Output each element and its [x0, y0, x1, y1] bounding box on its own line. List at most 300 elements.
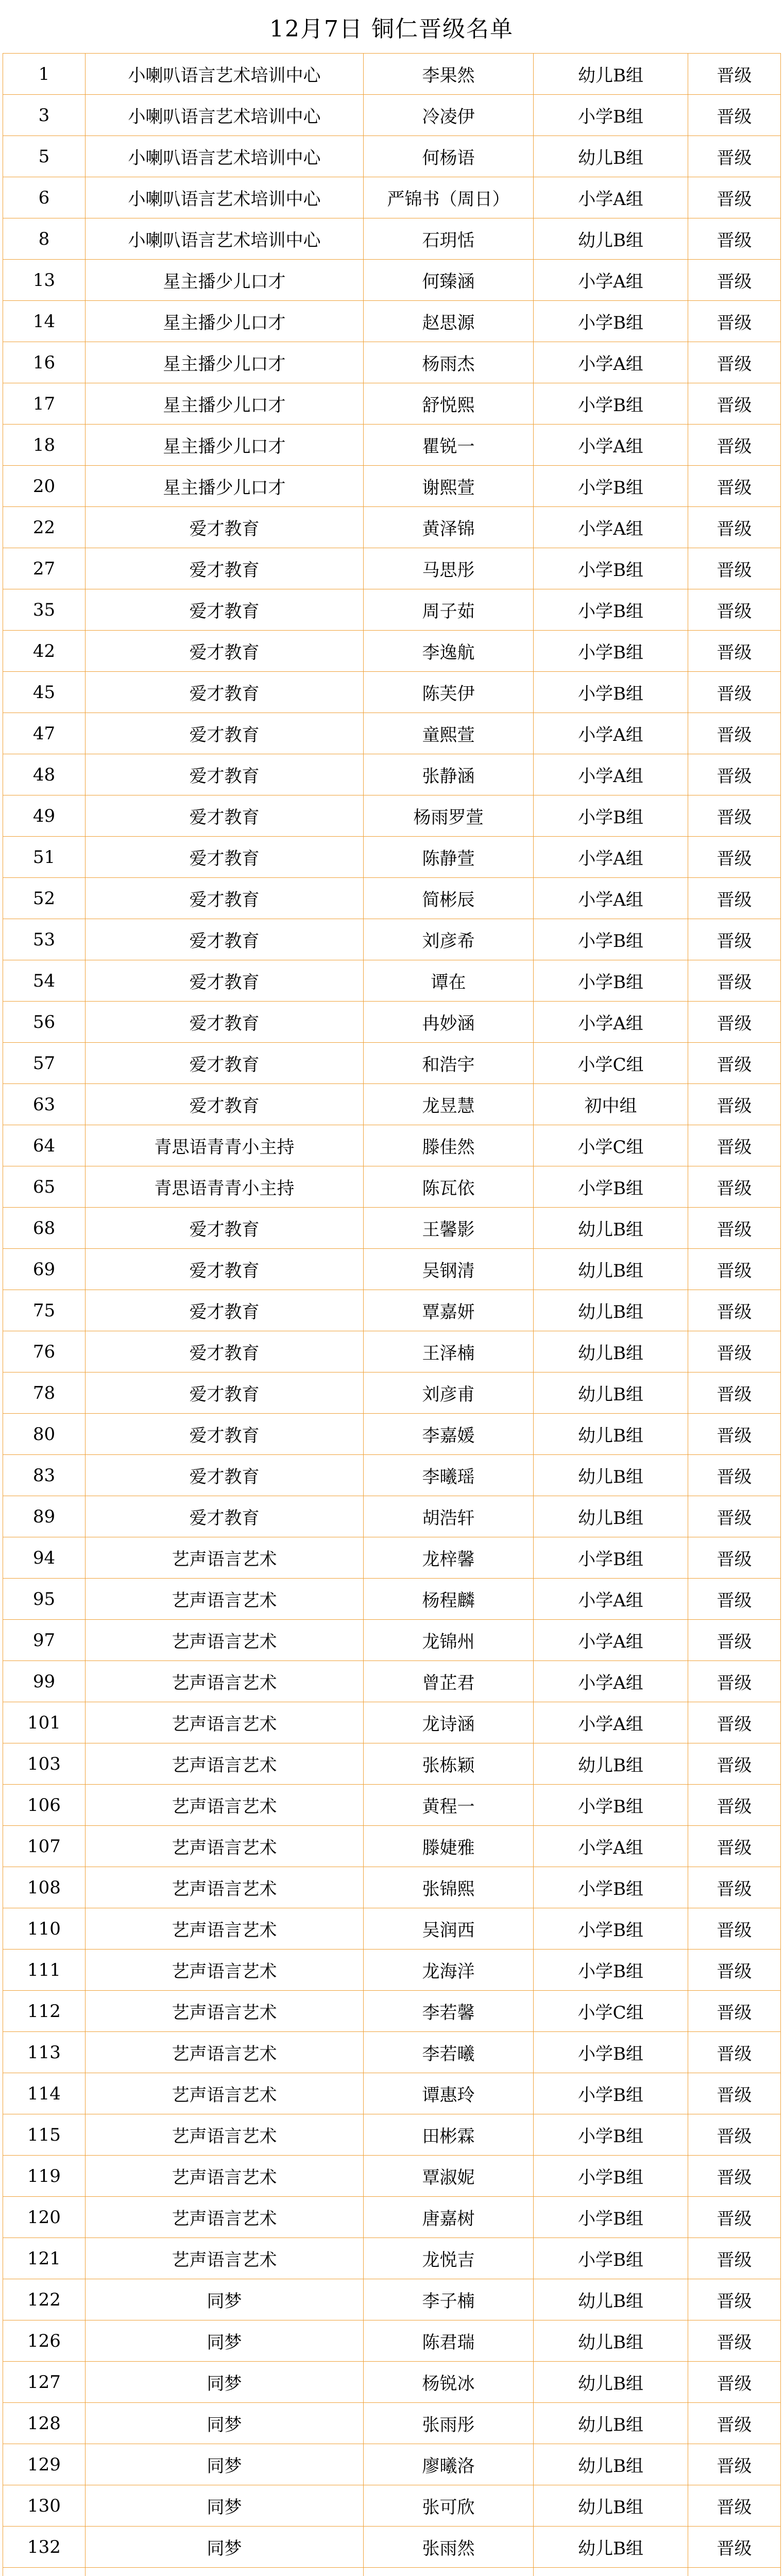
row-number-cell: 110	[3, 1908, 86, 1950]
contestant-name-cell: 覃淑妮	[364, 2156, 534, 2197]
organization-cell: 星主播少儿口才	[86, 342, 364, 383]
age-group-cell: 幼儿B组	[534, 1372, 688, 1414]
contestant-name-cell: 陈芙伊	[364, 672, 534, 713]
row-number-cell: 121	[3, 2238, 86, 2279]
table-row	[3, 2156, 781, 2197]
result-cell: 晋级	[688, 2279, 781, 2320]
row-number-cell: 130	[3, 2485, 86, 2527]
row-number-cell: 111	[3, 1950, 86, 1991]
table-row	[3, 342, 781, 383]
age-group-cell: 小学A组	[534, 837, 688, 878]
contestant-name-cell: 李果然	[364, 54, 534, 95]
contestant-name-cell: 李若曦	[364, 2032, 534, 2073]
result-cell: 晋级	[688, 1125, 781, 1166]
row-number-cell: 49	[3, 795, 86, 837]
organization-cell: 艺声语言艺术	[86, 2238, 364, 2279]
organization-cell: 爱才教育	[86, 960, 364, 1002]
contestant-name-cell: 胡浩轩	[364, 1496, 534, 1537]
row-number-cell: 47	[3, 713, 86, 754]
organization-cell: 爱才教育	[86, 1290, 364, 1331]
age-group-cell: 幼儿B组	[534, 2403, 688, 2444]
age-group-cell: 小学B组	[534, 589, 688, 631]
row-number-cell: 54	[3, 960, 86, 1002]
row-number-cell: 45	[3, 672, 86, 713]
contestant-name-cell: 石玥恬	[364, 218, 534, 260]
table-row	[3, 1908, 781, 1950]
contestant-name-cell: 王泽楠	[364, 1331, 534, 1372]
organization-cell: 爱才教育	[86, 919, 364, 960]
age-group-cell: 小学A组	[534, 177, 688, 218]
organization-cell: 爱才教育	[86, 672, 364, 713]
contestant-name-cell: 谭惠玲	[364, 2073, 534, 2114]
organization-cell: 爱才教育	[86, 631, 364, 672]
age-group-cell: 小学B组	[534, 2156, 688, 2197]
table-row	[3, 1002, 781, 1043]
table-row	[3, 218, 781, 260]
age-group-cell: 小学B组	[534, 1950, 688, 1991]
row-number-cell: 80	[3, 1414, 86, 1455]
row-number-cell: 56	[3, 1002, 86, 1043]
organization-cell: 同梦	[86, 2444, 364, 2485]
contestant-name-cell: 刘彦希	[364, 919, 534, 960]
table-row	[3, 260, 781, 301]
table-row	[3, 1743, 781, 1785]
row-number-cell: 78	[3, 1372, 86, 1414]
age-group-cell: 小学B组	[534, 2073, 688, 2114]
organization-cell: 爱才教育	[86, 713, 364, 754]
row-number-cell: 107	[3, 1826, 86, 1867]
result-cell: 晋级	[688, 466, 781, 507]
row-number-cell: 64	[3, 1125, 86, 1166]
table-row	[3, 1249, 781, 1290]
result-cell	[688, 2568, 781, 2576]
result-cell: 晋级	[688, 136, 781, 177]
row-number-cell: 6	[3, 177, 86, 218]
contestant-name-cell: 冉妙涵	[364, 1002, 534, 1043]
age-group-cell: 小学B组	[534, 1867, 688, 1908]
contestant-name-cell: 周子茹	[364, 589, 534, 631]
organization-cell: 艺声语言艺术	[86, 1537, 364, 1579]
age-group-cell: 小学A组	[534, 1826, 688, 1867]
table-row	[3, 2444, 781, 2485]
organization-cell: 爱才教育	[86, 1414, 364, 1455]
result-cell: 晋级	[688, 1208, 781, 1249]
age-group-cell: 小学A组	[534, 1620, 688, 1661]
organization-cell: 艺声语言艺术	[86, 1785, 364, 1826]
table-row	[3, 2320, 781, 2362]
organization-cell: 同梦	[86, 2403, 364, 2444]
table-row	[3, 1950, 781, 1991]
age-group-cell: 幼儿B组	[534, 2485, 688, 2527]
result-cell: 晋级	[688, 1496, 781, 1537]
result-cell: 晋级	[688, 1743, 781, 1785]
contestant-name-cell: 瞿锐一	[364, 425, 534, 466]
table-row	[3, 1043, 781, 1084]
age-group-cell: 幼儿B组	[534, 1208, 688, 1249]
contestant-name-cell: 龙悦吉	[364, 2238, 534, 2279]
age-group-cell: 小学A组	[534, 878, 688, 919]
result-cell: 晋级	[688, 878, 781, 919]
contestant-name-cell: 张可欣	[364, 2485, 534, 2527]
table-row	[3, 301, 781, 342]
contestant-name-cell: 覃嘉妍	[364, 1290, 534, 1331]
row-number-cell: 3	[3, 95, 86, 136]
contestant-name-cell: 童熙萱	[364, 713, 534, 754]
organization-cell: 爱才教育	[86, 1331, 364, 1372]
row-number-cell: 75	[3, 1290, 86, 1331]
result-cell: 晋级	[688, 754, 781, 795]
result-cell: 晋级	[688, 795, 781, 837]
result-cell: 晋级	[688, 2527, 781, 2568]
organization-cell: 同梦	[86, 2485, 364, 2527]
age-group-cell: 小学A组	[534, 713, 688, 754]
row-number-cell: 114	[3, 2073, 86, 2114]
row-number-cell: 115	[3, 2114, 86, 2156]
contestant-name-cell: 滕佳然	[364, 1125, 534, 1166]
age-group-cell	[534, 2568, 688, 2576]
contestant-name-cell: 吴钢清	[364, 1249, 534, 1290]
row-number-cell: 83	[3, 1455, 86, 1496]
organization-cell: 爱才教育	[86, 1002, 364, 1043]
result-cell: 晋级	[688, 1372, 781, 1414]
table-row	[3, 1331, 781, 1372]
age-group-cell: 幼儿B组	[534, 218, 688, 260]
contestant-name-cell: 张静涵	[364, 754, 534, 795]
organization-cell: 爱才教育	[86, 878, 364, 919]
age-group-cell: 小学B组	[534, 795, 688, 837]
organization-cell: 艺声语言艺术	[86, 1826, 364, 1867]
row-number-cell: 128	[3, 2403, 86, 2444]
table-row	[3, 631, 781, 672]
row-number-cell: 8	[3, 218, 86, 260]
row-number-cell: 13	[3, 260, 86, 301]
table-row	[3, 878, 781, 919]
contestant-name-cell: 马思彤	[364, 548, 534, 589]
age-group-cell: 幼儿B组	[534, 1249, 688, 1290]
organization-cell: 同梦	[86, 2527, 364, 2568]
result-cell: 晋级	[688, 425, 781, 466]
age-group-cell: 小学B组	[534, 919, 688, 960]
contestant-name-cell: 龙海洋	[364, 1950, 534, 1991]
table-row	[3, 2032, 781, 2073]
organization-cell: 爱才教育	[86, 1043, 364, 1084]
row-number-cell: 63	[3, 1084, 86, 1125]
age-group-cell: 小学B组	[534, 2114, 688, 2156]
table-row	[3, 383, 781, 425]
age-group-cell: 小学A组	[534, 1579, 688, 1620]
contestant-name-cell: 李若馨	[364, 1991, 534, 2032]
age-group-cell: 小学A组	[534, 1002, 688, 1043]
row-number-cell: 94	[3, 1537, 86, 1579]
organization-cell: 艺声语言艺术	[86, 1702, 364, 1743]
result-cell: 晋级	[688, 2156, 781, 2197]
row-number-cell: 76	[3, 1331, 86, 1372]
organization-cell: 艺声语言艺术	[86, 2073, 364, 2114]
contestant-name-cell: 简彬辰	[364, 878, 534, 919]
age-group-cell: 小学A组	[534, 260, 688, 301]
contestant-name-cell: 严锦书（周日）	[364, 177, 534, 218]
contestant-name-cell: 唐嘉树	[364, 2197, 534, 2238]
table-row	[3, 2527, 781, 2568]
row-number-cell: 16	[3, 342, 86, 383]
age-group-cell: 小学B组	[534, 1166, 688, 1208]
row-number-cell: 126	[3, 2320, 86, 2362]
age-group-cell: 幼儿B组	[534, 2320, 688, 2362]
row-number-cell: 42	[3, 631, 86, 672]
contestant-name-cell: 张雨然	[364, 2527, 534, 2568]
contestant-name-cell: 曾芷君	[364, 1661, 534, 1702]
row-number-cell: 17	[3, 383, 86, 425]
result-cell: 晋级	[688, 2403, 781, 2444]
result-cell: 晋级	[688, 1249, 781, 1290]
contestant-name-cell: 刘彦甫	[364, 1372, 534, 1414]
row-number-cell: 95	[3, 1579, 86, 1620]
organization-cell: 艺声语言艺术	[86, 2032, 364, 2073]
contestant-name-cell: 张栋颖	[364, 1743, 534, 1785]
contestant-name-cell: 和浩宇	[364, 1043, 534, 1084]
age-group-cell: 初中组	[534, 1084, 688, 1125]
row-number-cell: 14	[3, 301, 86, 342]
table-row	[3, 1208, 781, 1249]
sheet-title: 12月7日 铜仁晋级名单	[269, 15, 514, 42]
result-cell: 晋级	[688, 1537, 781, 1579]
contestant-name-cell: 王馨影	[364, 1208, 534, 1249]
table-row	[3, 1290, 781, 1331]
organization-cell: 艺声语言艺术	[86, 2156, 364, 2197]
age-group-cell: 幼儿B组	[534, 1414, 688, 1455]
result-cell: 晋级	[688, 2320, 781, 2362]
table-row	[3, 795, 781, 837]
age-group-cell: 小学A组	[534, 754, 688, 795]
contestant-name-cell: 李逸航	[364, 631, 534, 672]
age-group-cell: 小学B组	[534, 383, 688, 425]
table-row	[3, 672, 781, 713]
row-number-cell: 69	[3, 1249, 86, 1290]
table-row	[3, 1579, 781, 1620]
organization-cell: 爱才教育	[86, 1372, 364, 1414]
organization-cell: 同梦	[86, 2320, 364, 2362]
result-cell: 晋级	[688, 2238, 781, 2279]
row-number-cell: 122	[3, 2279, 86, 2320]
table-row	[3, 2114, 781, 2156]
table-row	[3, 2279, 781, 2320]
result-cell: 晋级	[688, 1579, 781, 1620]
contestant-name-cell: 廖曦洛	[364, 2444, 534, 2485]
age-group-cell: 小学C组	[534, 1125, 688, 1166]
organization-cell: 艺声语言艺术	[86, 2114, 364, 2156]
age-group-cell: 幼儿B组	[534, 2279, 688, 2320]
table-row	[3, 1661, 781, 1702]
age-group-cell: 小学B组	[534, 1785, 688, 1826]
table-row	[3, 2197, 781, 2238]
result-cell: 晋级	[688, 1991, 781, 2032]
row-number-cell: 119	[3, 2156, 86, 2197]
age-group-cell: 小学B组	[534, 2197, 688, 2238]
result-cell: 晋级	[688, 218, 781, 260]
organization-cell: 爱才教育	[86, 548, 364, 589]
organization-cell: 星主播少儿口才	[86, 425, 364, 466]
age-group-cell: 小学B组	[534, 548, 688, 589]
organization-cell: 爱才教育	[86, 1084, 364, 1125]
age-group-cell: 小学B组	[534, 672, 688, 713]
result-cell: 晋级	[688, 1908, 781, 1950]
result-cell: 晋级	[688, 1867, 781, 1908]
result-cell: 晋级	[688, 2362, 781, 2403]
organization-cell: 艺声语言艺术	[86, 1579, 364, 1620]
contestant-name-cell: 田彬霖	[364, 2114, 534, 2156]
age-group-cell: 小学A组	[534, 1702, 688, 1743]
row-number-cell: 89	[3, 1496, 86, 1537]
organization-cell: 爱才教育	[86, 1208, 364, 1249]
table-row	[3, 425, 781, 466]
table-row	[3, 1414, 781, 1455]
organization-cell: 同梦	[86, 2279, 364, 2320]
organization-cell: 爱才教育	[86, 837, 364, 878]
age-group-cell: 幼儿B组	[534, 1290, 688, 1331]
contestant-name-cell: 舒悦熙	[364, 383, 534, 425]
row-number-cell: 103	[3, 1743, 86, 1785]
contestant-name-cell: 李子楠	[364, 2279, 534, 2320]
age-group-cell: 小学B组	[534, 1537, 688, 1579]
row-number-cell: 22	[3, 507, 86, 548]
result-cell: 晋级	[688, 260, 781, 301]
table-row	[3, 1620, 781, 1661]
organization-cell: 星主播少儿口才	[86, 383, 364, 425]
organization-cell: 小喇叭语言艺术培训中心	[86, 95, 364, 136]
age-group-cell: 小学C组	[534, 1043, 688, 1084]
table-row	[3, 2403, 781, 2444]
table-row	[3, 754, 781, 795]
organization-cell: 小喇叭语言艺术培训中心	[86, 54, 364, 95]
organization-cell: 艺声语言艺术	[86, 1620, 364, 1661]
result-cell: 晋级	[688, 383, 781, 425]
row-number-cell: 48	[3, 754, 86, 795]
result-cell: 晋级	[688, 2444, 781, 2485]
organization-cell: 艺声语言艺术	[86, 2197, 364, 2238]
result-cell: 晋级	[688, 1290, 781, 1331]
table-row	[3, 1991, 781, 2032]
age-group-cell: 幼儿B组	[534, 1496, 688, 1537]
result-cell: 晋级	[688, 837, 781, 878]
age-group-cell: 小学B组	[534, 960, 688, 1002]
contestant-name-cell: 杨程麟	[364, 1579, 534, 1620]
organization-cell: 艺声语言艺术	[86, 1661, 364, 1702]
contestant-name-cell: 何杨语	[364, 136, 534, 177]
contestant-name-cell: 龙诗涵	[364, 1702, 534, 1743]
table-row	[3, 2568, 781, 2576]
organization-cell: 星主播少儿口才	[86, 466, 364, 507]
result-cell: 晋级	[688, 672, 781, 713]
table-row	[3, 1867, 781, 1908]
organization-cell: 艺声语言艺术	[86, 1743, 364, 1785]
contestant-name-cell: 龙梓馨	[364, 1537, 534, 1579]
age-group-cell: 小学B组	[534, 466, 688, 507]
age-group-cell: 幼儿B组	[534, 1455, 688, 1496]
organization-cell: 艺声语言艺术	[86, 1908, 364, 1950]
table-row	[3, 54, 781, 95]
age-group-cell: 幼儿B组	[534, 2527, 688, 2568]
result-cell: 晋级	[688, 548, 781, 589]
table-row	[3, 1455, 781, 1496]
roster-table	[3, 53, 781, 2576]
result-cell: 晋级	[688, 960, 781, 1002]
result-cell: 晋级	[688, 177, 781, 218]
organization-cell: 爱才教育	[86, 507, 364, 548]
contestant-name-cell: 谭在	[364, 960, 534, 1002]
age-group-cell: 幼儿B组	[534, 136, 688, 177]
age-group-cell: 幼儿B组	[534, 54, 688, 95]
result-cell: 晋级	[688, 1414, 781, 1455]
row-number-cell: 120	[3, 2197, 86, 2238]
row-number-cell: 20	[3, 466, 86, 507]
contestant-name-cell: 陈静萱	[364, 837, 534, 878]
organization-cell: 青思语青青小主持	[86, 1166, 364, 1208]
row-number-cell: 106	[3, 1785, 86, 1826]
table-row	[3, 2073, 781, 2114]
contestant-name-cell: 陈君瑞	[364, 2320, 534, 2362]
organization-cell	[86, 2568, 364, 2576]
contestant-name-cell: 杨锐冰	[364, 2362, 534, 2403]
row-number-cell: 113	[3, 2032, 86, 2073]
result-cell: 晋级	[688, 54, 781, 95]
result-cell: 晋级	[688, 589, 781, 631]
table-row	[3, 1496, 781, 1537]
age-group-cell: 小学C组	[534, 1991, 688, 2032]
row-number-cell: 57	[3, 1043, 86, 1084]
organization-cell: 爱才教育	[86, 1496, 364, 1537]
row-number-cell: 65	[3, 1166, 86, 1208]
age-group-cell: 幼儿B组	[534, 2444, 688, 2485]
organization-cell: 爱才教育	[86, 1455, 364, 1496]
result-cell: 晋级	[688, 1702, 781, 1743]
row-number-cell: 27	[3, 548, 86, 589]
result-cell: 晋级	[688, 1166, 781, 1208]
age-group-cell: 幼儿B组	[534, 1331, 688, 1372]
result-cell: 晋级	[688, 2197, 781, 2238]
contestant-name-cell: 黄泽锦	[364, 507, 534, 548]
row-number-cell: 132	[3, 2527, 86, 2568]
contestant-name-cell: 张雨彤	[364, 2403, 534, 2444]
result-cell: 晋级	[688, 1661, 781, 1702]
age-group-cell: 小学A组	[534, 342, 688, 383]
age-group-cell: 小学A组	[534, 1661, 688, 1702]
result-cell: 晋级	[688, 2114, 781, 2156]
row-number-cell: 18	[3, 425, 86, 466]
age-group-cell: 小学A组	[534, 507, 688, 548]
age-group-cell: 小学B组	[534, 2238, 688, 2279]
contestant-name-cell: 龙昱慧	[364, 1084, 534, 1125]
table-row	[3, 960, 781, 1002]
contestant-name-cell: 陈瓦依	[364, 1166, 534, 1208]
result-cell: 晋级	[688, 1043, 781, 1084]
result-cell: 晋级	[688, 631, 781, 672]
contestant-name-cell: 李曦瑶	[364, 1455, 534, 1496]
row-number-cell: 35	[3, 589, 86, 631]
row-number-cell: 127	[3, 2362, 86, 2403]
result-cell: 晋级	[688, 1331, 781, 1372]
result-cell: 晋级	[688, 1785, 781, 1826]
contestant-name-cell: 张锦熙	[364, 1867, 534, 1908]
organization-cell: 星主播少儿口才	[86, 301, 364, 342]
contestant-name-cell: 滕婕雅	[364, 1826, 534, 1867]
age-group-cell: 小学B组	[534, 1908, 688, 1950]
organization-cell: 星主播少儿口才	[86, 260, 364, 301]
organization-cell: 爱才教育	[86, 589, 364, 631]
roster-sheet	[3, 0, 780, 2576]
age-group-cell: 幼儿B组	[534, 1743, 688, 1785]
table-row	[3, 1702, 781, 1743]
table-row	[3, 2238, 781, 2279]
